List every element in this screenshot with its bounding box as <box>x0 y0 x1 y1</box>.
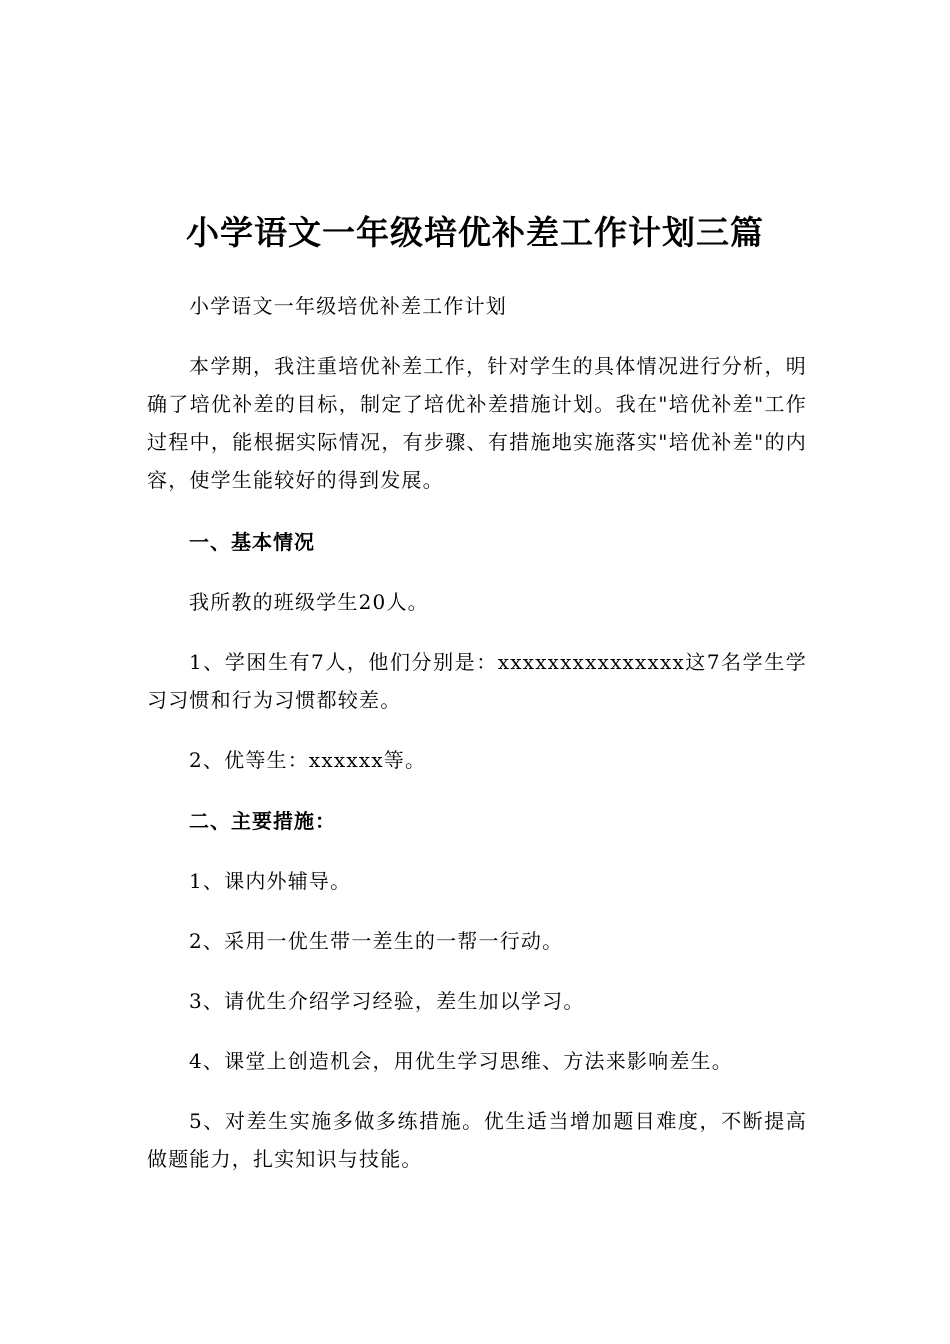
document-title: 小学语文一年级培优补差工作计划三篇 <box>186 213 764 252</box>
measure-item: 5、对差生实施多做多练措施。优生适当增加题目难度，不断提高做题能力，扎实知识与技能。 <box>147 1109 807 1171</box>
class-size-paragraph: 我所教的班级学生20人。 <box>189 590 429 614</box>
section-heading-main-measures: 二、主要措施： <box>189 809 336 833</box>
measure-item: 3、请优生介绍学习经验，差生加以学习。 <box>189 989 585 1013</box>
document-subtitle: 小学语文一年级培优补差工作计划 <box>189 294 507 318</box>
intro-paragraph: 本学期，我注重培优补差工作，针对学生的具体情况进行分析，明确了培优补差的目标，制定了培优补差措施计划。我在"培优补差"工作过程中，能根据实际情况，有步骤、有措施地实施落实"培优补差"的内容，使学生能较好的得到发展。 <box>147 354 807 492</box>
section-heading-basic-situation: 一、基本情况 <box>189 530 315 554</box>
measure-item: 2、采用一优生带一差生的一帮一行动。 <box>189 929 564 953</box>
measure-item: 4、课堂上创造机会，用优生学习思维、方法来影响差生。 <box>189 1049 733 1073</box>
top-students-paragraph: 2、优等生：xxxxxx等。 <box>189 748 427 772</box>
measure-item: 1、课内外辅导。 <box>189 869 352 893</box>
struggling-students-paragraph: 1、学困生有7人，他们分别是：xxxxxxxxxxxxxxx这7名学生学习习惯和行为习惯都较差。 <box>147 650 807 712</box>
